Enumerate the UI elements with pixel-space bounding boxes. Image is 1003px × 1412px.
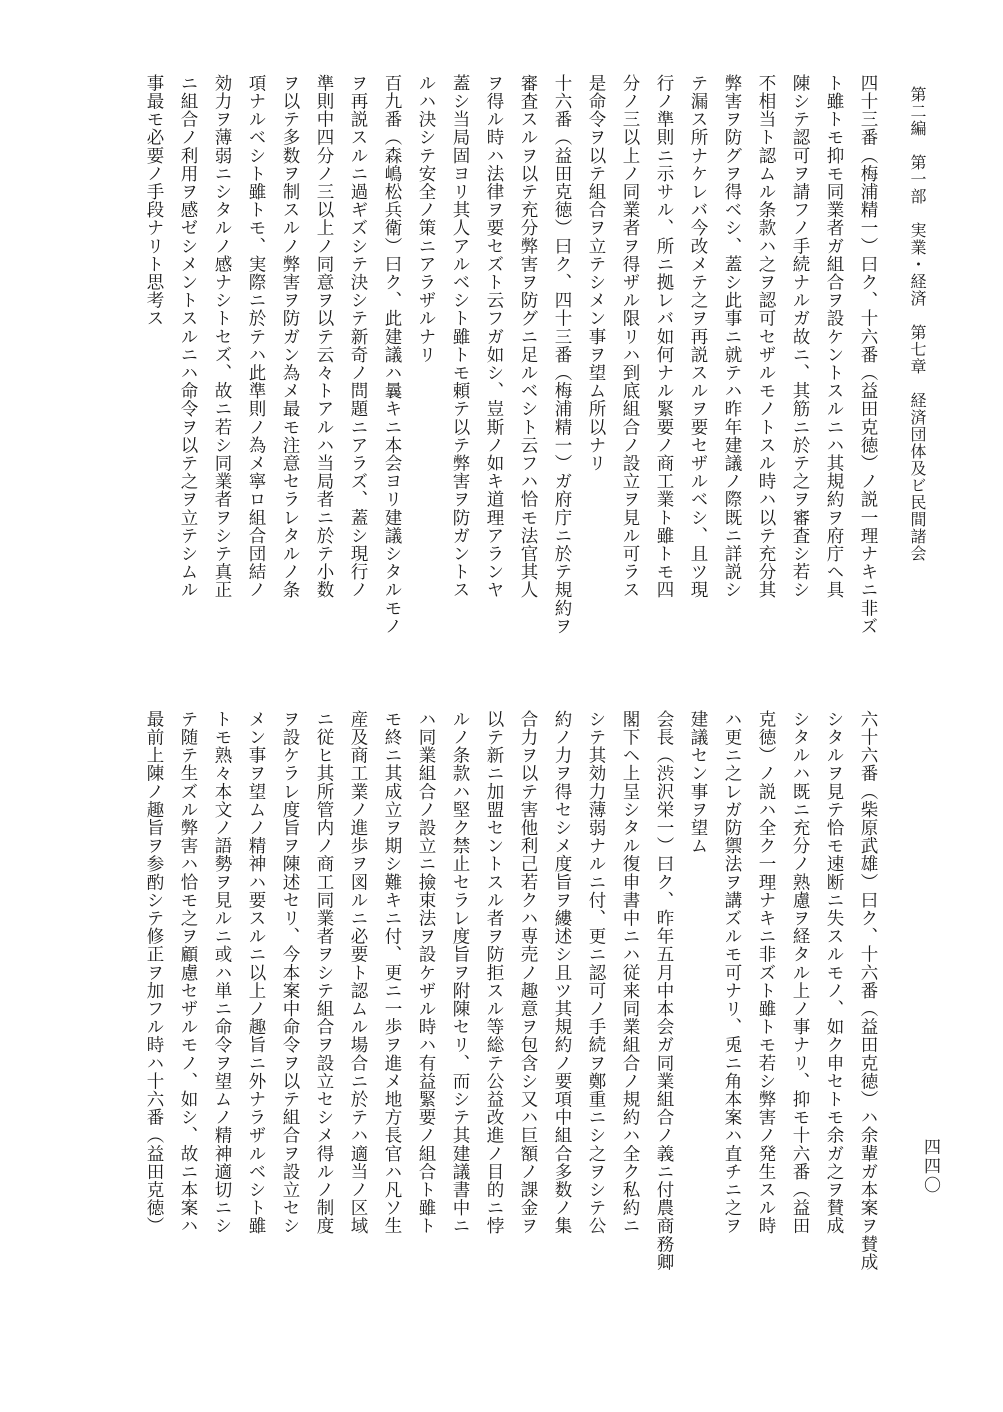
text-line: 事最モ必要ノ手段ナリト思考ス xyxy=(144,74,164,328)
text-line: メン事ヲ望ムノ精神ハ要スルニ以上ノ趣旨ニ外ナラザルベシト雖 xyxy=(246,710,266,1235)
text-line: ニ組合ノ利用ヲ感ゼシメントスルニハ命令ヲ以テ之ヲ立テシムル xyxy=(178,74,198,599)
text-line: 是命令ヲ以テ組合ヲ立テシメン事ヲ望ム所以ナリ xyxy=(586,74,606,473)
text-line: 蓋シ当局固ヨリ其人アルベシト雖トモ頼テ以テ弊害ヲ防ガントス xyxy=(450,74,470,599)
text-line: 行ノ準則ニ示サル、所ニ拠レバ如何ナル緊要ノ商工業ト雖トモ四 xyxy=(654,74,674,599)
top-text-block xyxy=(137,74,885,694)
text-line: 合力ヲ以テ害他利己若クハ専売ノ趣意ヲ包含シ又ハ巨額ノ課金ヲ xyxy=(518,710,538,1235)
text-line: 審査スルヲ以テ充分弊害ヲ防グニ足ルベシト云フハ恰モ法官其人 xyxy=(518,74,538,599)
text-line: 閣下ヘ上呈シタル復申書中ニハ従来同業組合ノ規約ハ全ク私約ニ xyxy=(620,710,640,1235)
text-line: ヲ設ケラレ度旨ヲ陳述セリ、今本案中命令ヲ以テ組合ヲ設立セシ xyxy=(280,710,300,1235)
text-line: トモ熟々本文ノ語勢ヲ見ルニ或ハ単ニ命令ヲ望ムノ精神適切ニシ xyxy=(212,710,232,1235)
text-line: 弊害ヲ防グヲ得ベシ、蓋シ此事ニ就テハ昨年建議ノ際既ニ詳説シ xyxy=(722,74,742,599)
text-line: ヲ以テ多数ヲ制スルノ弊害ヲ防ガン為メ最モ注意セラレタルノ条 xyxy=(280,74,300,599)
running-header xyxy=(906,86,956,686)
text-line: 十六番（益田克徳）曰ク、四十三番（梅浦精一）ガ府庁ニ於テ規約ヲ xyxy=(552,74,572,636)
text-line: テ漏ス所ナケレバ今改メテ之ヲ再説スルヲ要セザルベシ、且ツ現 xyxy=(688,74,708,599)
text-line: ルハ決シテ安全ノ策ニアラザルナリ xyxy=(416,74,436,364)
text-line: 産及商工業ノ進歩ヲ図ルニ必要ト認ムル場合ニ於テハ適当ノ区域 xyxy=(348,710,368,1235)
text-line: 会長（渋沢栄一）曰ク、昨年五月中本会ガ同業組合ノ義ニ付農商務卿 xyxy=(654,710,674,1272)
text-line: 克徳）ノ説ハ全ク一理ナキニ非ズト雖トモ若シ弊害ノ発生スル時 xyxy=(756,710,776,1235)
text-line: 最前上陳ノ趣旨ヲ参酌シテ修正ヲ加フル時ハ十六番（益田克徳） xyxy=(144,710,164,1235)
text-line: シタルハ既ニ充分ノ熟慮ヲ経タル上ノ事ナリ、抑モ十六番（益田 xyxy=(790,710,810,1235)
text-line: 準則中四分ノ三以上ノ同意ヲ以テ云々トアルハ当局者ニ於テ小数 xyxy=(314,74,334,599)
text-line: 陳シテ認可ヲ請フノ手続ナルガ故ニ、其筋ニ於テ之ヲ審査シ若シ xyxy=(790,74,810,599)
text-line: 百九番（森嶋松兵衛）曰ク、此建議ハ曩キニ本会ヨリ建議シタルモノ xyxy=(382,74,402,636)
text-line: 六十六番（柴原武雄）曰ク、十六番（益田克徳）ハ余輩ガ本案ヲ賛成 xyxy=(858,710,878,1272)
text-line: 四十三番（梅浦精一）曰ク、十六番（益田克徳）ノ説一理ナキニ非ズ xyxy=(858,74,878,636)
text-line: モ終ニ其成立ヲ期シ難キニ付、更ニ一歩ヲ進メ地方長官ハ凡ソ生 xyxy=(382,710,402,1235)
page-number: 四四〇 xyxy=(920,1138,940,1195)
text-line: ヲ再説スルニ過ギズシテ決シテ新奇ノ問題ニアラズ、蓋シ現行ノ xyxy=(348,74,368,599)
text-line: ハ更ニ之レガ防禦法ヲ講ズルモ可ナリ、兎ニ角本案ハ直チニ之ヲ xyxy=(722,710,742,1235)
text-line: ニ従ヒ其所管内ノ商工同業者ヲシテ組合ヲ設立セシメ得ルノ制度 xyxy=(314,710,334,1235)
text-line: 分ノ三以上ノ同業者ヲ得ザル限リハ到底組合ノ設立ヲ見ル可ラス xyxy=(620,74,640,599)
text-line: ト雖トモ抑モ同業者ガ組合ヲ設ケントスルニハ其規約ヲ府庁ヘ具 xyxy=(824,74,844,599)
text-line: 建議セン事ヲ望ム xyxy=(688,710,708,855)
text-line: シタルヲ見テ恰モ速断ニ失スルモノ、如ク申セトモ余ガ之ヲ賛成 xyxy=(824,710,844,1235)
text-line: ハ同業組合ノ設立ニ撿束法ヲ設ケザル時ハ有益緊要ノ組合ト雖ト xyxy=(416,710,436,1235)
text-line: 以テ新ニ加盟セントスル者ヲ防拒スル等総テ公益改進ノ目的ニ悖 xyxy=(484,710,504,1235)
text-line: 効力ヲ薄弱ニシタルノ感ナシトセズ、故ニ若シ同業者ヲシテ真正 xyxy=(212,74,232,599)
text-line: 不相当ト認ムル条款ハ之ヲ認可セザルモノトスル時ハ以テ充分其 xyxy=(756,74,776,599)
text-line: テ随テ生ズル弊害ハ恰モ之ヲ顧慮セザルモノ、如シ、故ニ本案ハ xyxy=(178,710,198,1235)
running-head-text: 第二編 第一部 実業・経済 第七章 経済団体及ビ民間諸会 xyxy=(908,86,927,562)
text-line: ヲ得ル時ハ法律ヲ要セズト云フガ如シ、豈斯ノ如キ道理アランヤ xyxy=(484,74,504,599)
text-line: シテ其効力薄弱ナルニ付、更ニ認可ノ手続ヲ鄭重ニシ之ヲシテ公 xyxy=(586,710,606,1235)
bottom-text-block xyxy=(137,710,885,1310)
text-line: ルノ条款ハ堅ク禁止セラレ度旨ヲ附陳セリ、而シテ其建議書中ニ xyxy=(450,710,470,1235)
text-line: 項ナルベシト雖トモ、実際ニ於テハ此準則ノ為メ寧ロ組合団結ノ xyxy=(246,74,266,599)
text-line: 約ノ力ヲ得セシメ度旨ヲ縷述シ且ツ其規約ノ要項中組合多数ノ集 xyxy=(552,710,572,1235)
